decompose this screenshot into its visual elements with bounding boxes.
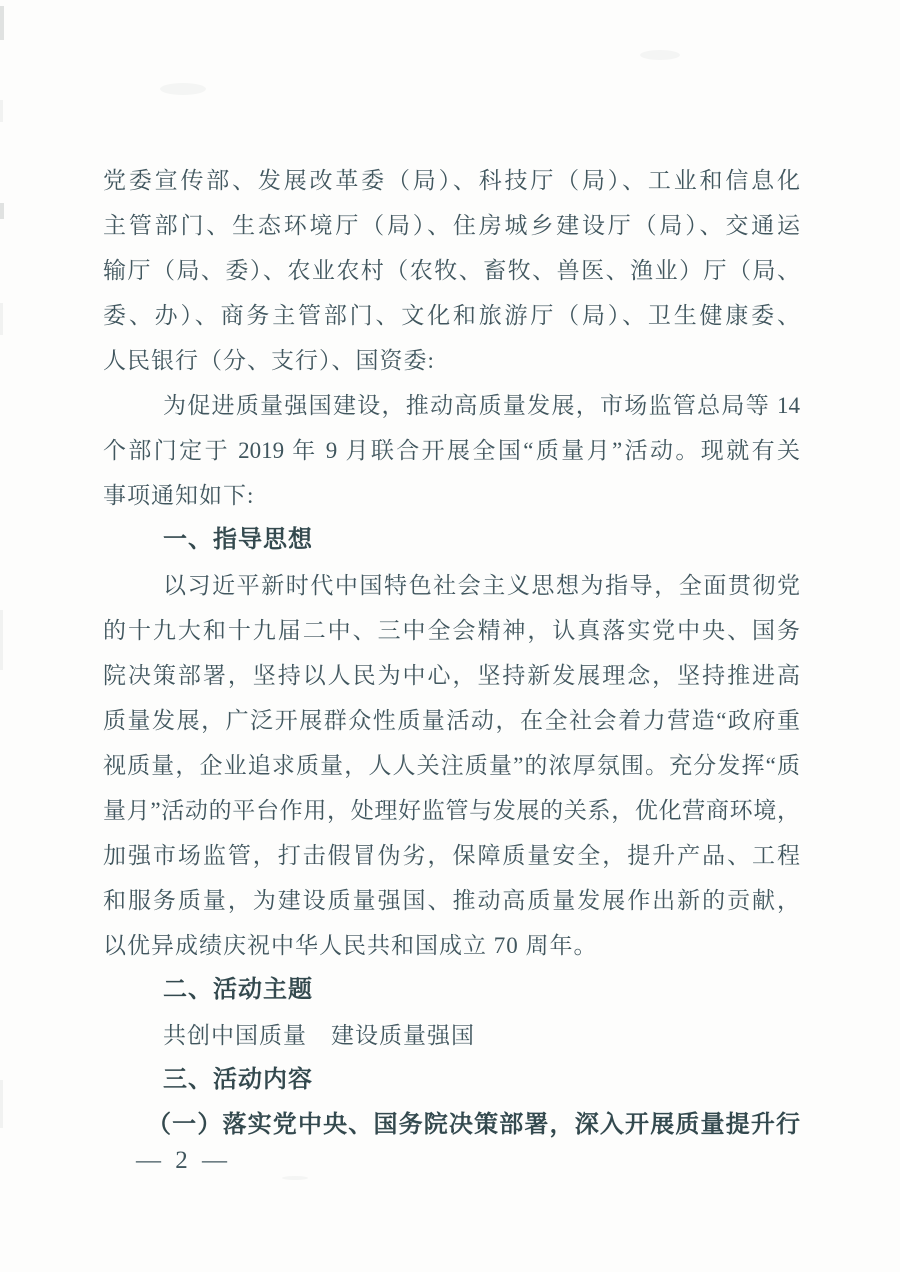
scan-smudge: [640, 50, 680, 60]
text-line: 个部门定于 2019 年 9 月联合开展全国“质量月”活动。现就有关: [103, 438, 800, 463]
text-line: 三、活动内容: [163, 1067, 313, 1093]
text-line: 输厅（局、委）、农业农村（农牧、畜牧、兽医、渔业）厅（局、: [103, 258, 800, 283]
scan-artifact: [0, 6, 4, 40]
text-line: 人民银行（分、支行）、国资委:: [103, 348, 435, 373]
scan-artifact: [0, 203, 4, 219]
text-line: 以习近平新时代中国特色社会主义思想为指导，全面贯彻党: [163, 573, 800, 598]
text-line: 院决策部署，坚持以人民为中心，坚持新发展理念，坚持推进高: [103, 663, 800, 688]
scan-artifact: [0, 303, 3, 335]
text-line: 二、活动主题: [163, 977, 313, 1003]
text-line: 委、办）、商务主管部门、文化和旅游厅（局）、卫生健康委、: [103, 303, 800, 328]
scan-artifact: [0, 100, 3, 122]
scan-smudge: [282, 1176, 308, 1180]
text-line: 共创中国质量 建设质量强国: [163, 1023, 475, 1048]
scan-smudge: [160, 83, 206, 95]
text-line: 质量发展，广泛开展群众性质量活动，在全社会着力营造“政府重: [103, 708, 800, 733]
text-line: 视质量，企业追求质量，人人关注质量”的浓厚氛围。充分发挥“质: [103, 753, 800, 778]
text-line: （一）落实党中央、国务院决策部署，深入开展质量提升行: [147, 1112, 800, 1138]
scan-artifact: [0, 1080, 3, 1128]
text-line: 事项通知如下:: [103, 483, 255, 508]
text-line: 和服务质量，为建设质量强国、推动高质量发展作出新的贡献，: [103, 888, 800, 913]
text-line: 一、指导思想: [163, 527, 313, 553]
scan-artifact: [0, 610, 3, 670]
text-line: 为促进质量强国建设，推动高质量发展，市场监管总局等 14: [163, 393, 800, 418]
document-body: [103, 158, 800, 1148]
page-number: — 2 —: [136, 1147, 231, 1174]
text-line: 党委宣传部、发展改革委（局）、科技厅（局）、工业和信息化: [103, 168, 800, 193]
text-line: 加强市场监管，打击假冒伪劣，保障质量安全，提升产品、工程: [103, 843, 800, 868]
text-line: 以优异成绩庆祝中华人民共和国成立 70 周年。: [103, 933, 598, 958]
text-line: 的十九大和十九届二中、三中全会精神，认真落实党中央、国务: [103, 618, 800, 643]
text-line: 主管部门、生态环境厅（局）、住房城乡建设厅（局）、交通运: [103, 213, 800, 238]
text-line: 量月”活动的平台作用，处理好监管与发展的关系，优化营商环境，: [103, 798, 800, 823]
